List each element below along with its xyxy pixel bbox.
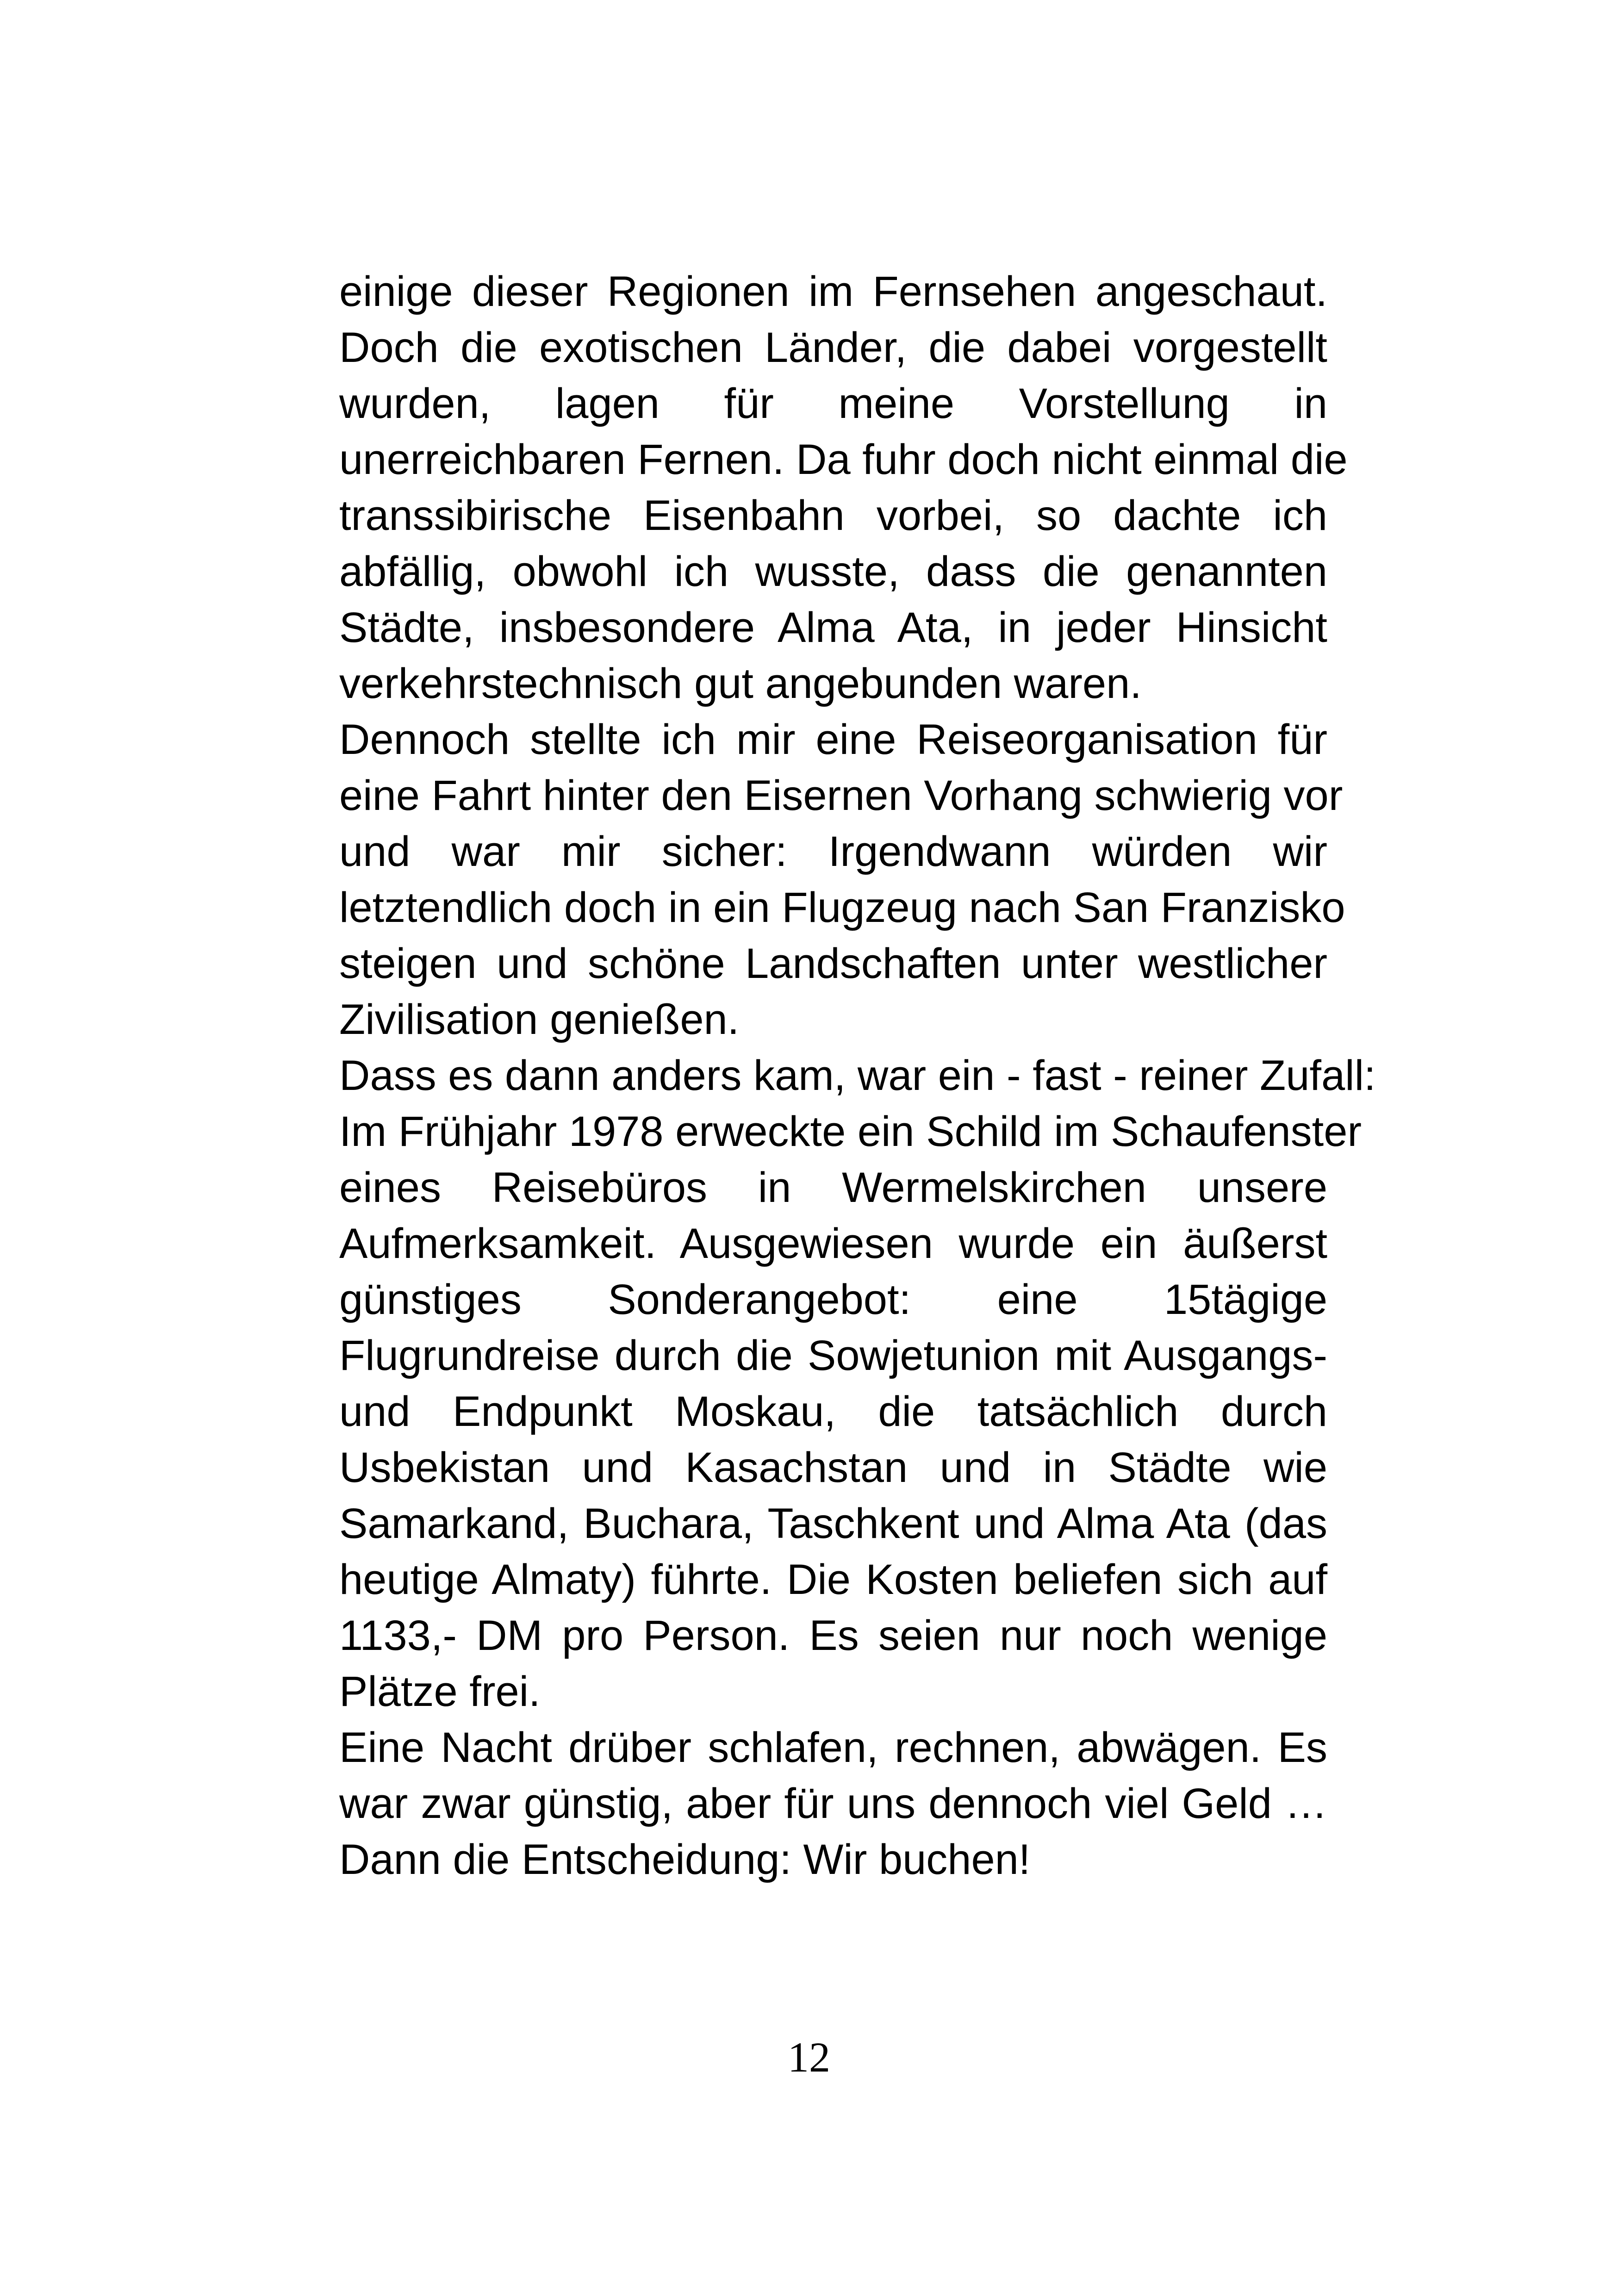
text-line: letztendlich doch in ein Flugzeug nach San Franzisko: [339, 884, 1345, 931]
text-line: wurden, lagen für meine Vorstellung in: [339, 380, 1327, 427]
text-line: eine Fahrt hinter den Eisernen Vorhang schwierig vor: [339, 772, 1343, 819]
text-line: Plätze frei.: [339, 1668, 541, 1715]
paragraph-1: [339, 264, 1348, 712]
text-line: und Endpunkt Moskau, die tatsächlich durch: [339, 1388, 1327, 1435]
text-line: Dass es dann anders kam, war ein - fast - reiner Zufall:: [339, 1052, 1376, 1099]
text-line: Usbekistan und Kasachstan und in Städte wie: [339, 1444, 1327, 1491]
text-line: transsibirische Eisenbahn vorbei, so dachte ich: [339, 492, 1327, 539]
page-number: 12: [788, 2034, 830, 2081]
text-line: Eine Nacht drüber schlafen, rechnen, abwägen. Es: [339, 1724, 1327, 1771]
text-line: abfällig, obwohl ich wusste, dass die genannten: [339, 548, 1327, 595]
text-line: Dann die Entscheidung: Wir buchen!: [339, 1836, 1031, 1883]
text-line: Im Frühjahr 1978 erweckte ein Schild im Schaufenster: [339, 1108, 1362, 1155]
text-line: Doch die exotischen Länder, die dabei vorgestellt: [339, 324, 1327, 371]
text-line: 1133,- DM pro Person. Es seien nur noch wenige: [339, 1612, 1327, 1659]
text-line: Samarkand, Buchara, Taschkent und Alma Ata (das: [339, 1500, 1327, 1547]
paragraph-2: [339, 712, 1345, 1048]
text-line: unerreichbaren Fernen. Da fuhr doch nicht einmal die: [339, 436, 1348, 483]
paragraph-4: [339, 1720, 1327, 1888]
text-line: einige dieser Regionen im Fernsehen angeschaut.: [339, 268, 1327, 315]
paragraph-3: [339, 1048, 1376, 1720]
text-line: steigen und schöne Landschaften unter westlicher: [339, 940, 1327, 987]
text-line: war zwar günstig, aber für uns dennoch viel Geld …: [339, 1780, 1327, 1827]
text-line: günstiges Sonderangebot: eine 15tägige: [339, 1276, 1327, 1323]
text-line: Dennoch stellte ich mir eine Reiseorganisation für: [339, 716, 1327, 763]
text-line: eines Reisebüros in Wermelskirchen unsere: [339, 1164, 1327, 1211]
text-line: Flugrundreise durch die Sowjetunion mit Ausgangs-: [339, 1332, 1327, 1379]
text-line: und war mir sicher: Irgendwann würden wir: [339, 828, 1327, 875]
body-text: [339, 264, 1376, 1888]
text-line: Aufmerksamkeit. Ausgewiesen wurde ein äußerst: [339, 1220, 1327, 1267]
text-line: heutige Almaty) führte. Die Kosten beliefen sich auf: [339, 1556, 1327, 1603]
text-line: verkehrstechnisch gut angebunden waren.: [339, 660, 1142, 707]
text-line: Städte, insbesondere Alma Ata, in jeder Hinsicht: [339, 604, 1327, 651]
text-line: Zivilisation genießen.: [339, 996, 740, 1043]
